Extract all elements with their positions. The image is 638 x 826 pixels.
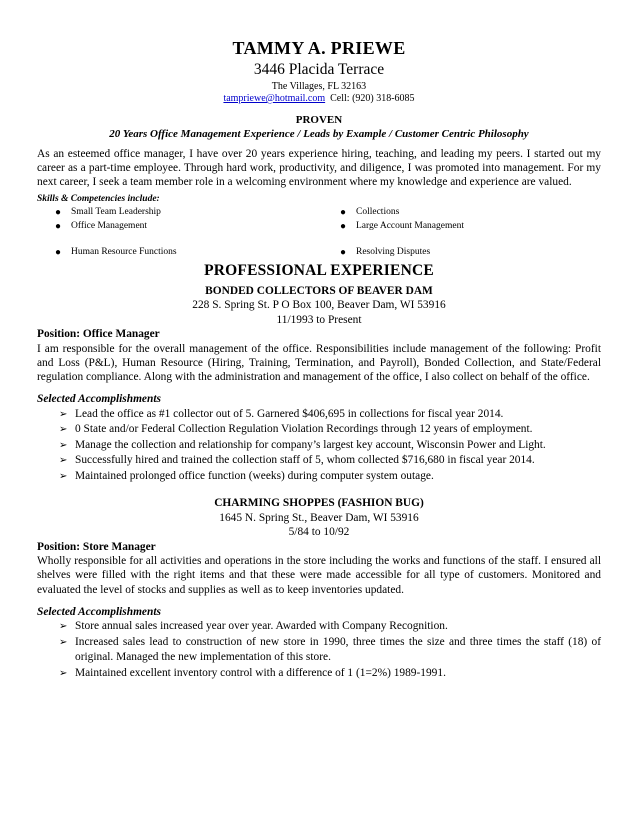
bullet-icon: ●	[340, 220, 347, 232]
list-item: ➢ Store annual sales increased year over year. Awarded with Company Recognition.	[59, 619, 601, 635]
bullet-icon: ●	[55, 246, 62, 258]
skills-list	[37, 206, 601, 261]
arrow-bullet-icon: ➢	[59, 636, 68, 648]
employer-name: BONDED COLLECTORS OF BEAVER DAM	[205, 284, 433, 297]
arrow-bullet-icon: ➢	[59, 470, 68, 482]
arrow-bullet-icon: ➢	[59, 455, 68, 467]
employer-address: 1645 N. Spring St., Beaver Dam, WI 53916	[219, 511, 419, 524]
arrow-bullet-icon: ➢	[59, 621, 68, 633]
position-title: Position: Store Manager	[37, 540, 156, 553]
job-description: Wholly responsible for all activities and operations in the store including the works and functions of the staff. I ensured all shelves were filled with the right items and that these were made accessible for all type of customers. Monitored and evaluated the level of stocks and supplies as well as to keep inventories updated.	[37, 555, 601, 596]
list-item: ➢ Manage the collection and relationship for company’s largest key account, Wisconsin Power and Light.	[59, 438, 601, 454]
skill-item: ● Office Management	[55, 220, 148, 232]
list-item: ➢ Maintained excellent inventory control with a difference of 1 (1=2%) 1989-1991.	[59, 666, 601, 682]
bullet-icon: ●	[340, 206, 347, 218]
accomplishments-title: Selected Accomplishments	[37, 393, 161, 406]
position-title: Position: Office Manager	[37, 328, 160, 341]
skill-item: ● Resolving Disputes	[340, 246, 431, 258]
proven-heading: PROVEN	[295, 114, 343, 126]
employer-address: 228 S. Spring St. P O Box 100, Beaver Dam, WI 53916	[192, 299, 446, 312]
job-description: I am responsible for the overall management of the office. Responsibilities include management of the following: Profit and Loss (P&L), Human Resource (Hiring, Training, Termination, and Payroll), Bonded Collection, and State/Federal regulation compliance. Along with the administration and management of the office, I also collect on behalf of the office.	[37, 342, 601, 384]
bullet-icon: ●	[340, 246, 347, 258]
employment-dates: 11/1993 to Present	[276, 313, 362, 326]
resume-page	[37, 38, 601, 681]
email-link[interactable]: tampriewe@hotmail.com	[223, 93, 326, 104]
skill-item: ● Small Team Leadership	[55, 206, 161, 218]
bullet-icon: ●	[55, 220, 62, 232]
candidate-name: TAMMY A. PRIEWE	[232, 38, 406, 58]
arrow-bullet-icon: ➢	[59, 439, 68, 451]
list-item: ➢ Increased sales lead to construction of new store in 1990, three times the size and three times the staff (18) of original. Managed the new implementation of this store.	[59, 635, 601, 664]
bullet-icon: ●	[55, 206, 62, 218]
accomplishments-title: Selected Accomplishments	[37, 605, 161, 618]
employer-name: CHARMING SHOPPES (FASHION BUG)	[214, 497, 424, 510]
skill-item: ● Large Account Management	[340, 220, 464, 232]
list-item: ➢ 0 State and/or Federal Collection Regulation Violation Recordings through 12 years of employment.	[59, 422, 601, 438]
city-state: The Villages, FL 32163	[271, 81, 367, 92]
experience-heading: PROFESSIONAL EXPERIENCE	[204, 261, 434, 279]
job-entry	[37, 284, 601, 485]
phone-number: Cell: (920) 318-6085	[330, 93, 415, 104]
skill-item: ● Human Resource Functions	[55, 246, 177, 258]
arrow-bullet-icon: ➢	[59, 667, 68, 679]
arrow-bullet-icon: ➢	[59, 424, 68, 436]
summary-paragraph: As an esteemed office manager, I have over 20 years experience hiring, teaching, and leading my peers. I started out my career as a part-time employee. Through hard work, productivity, and diligence, I was promoted into management. For my next career, I seek a team member role in a welcoming environment where my knowledge and experience are valued.	[37, 148, 601, 189]
employment-dates: 5/84 to 10/92	[288, 526, 350, 539]
accomplishments-list	[37, 407, 601, 485]
list-item: ➢ Lead the office as #1 collector out of 5. Garnered $406,695 in collections for fiscal year 2014.	[59, 407, 601, 423]
street-address: 3446 Placida Terrace	[253, 61, 385, 78]
job-entry	[37, 496, 601, 681]
accomplishments-list	[37, 619, 601, 681]
list-item: ➢ Successfully hired and trained the collection staff of 5, whom collected $716,680 in fiscal year 2014.	[59, 453, 601, 469]
skill-item: ● Collections	[340, 206, 400, 218]
arrow-bullet-icon: ➢	[59, 408, 68, 420]
skills-title: Skills & Competencies include:	[37, 193, 160, 204]
tagline: 20 Years Office Management Experience / Leads by Example / Customer Centric Philosophy	[109, 128, 529, 140]
list-item: ➢ Maintained prolonged office function (weeks) during computer system outage.	[59, 469, 601, 485]
contact-line	[37, 93, 601, 105]
